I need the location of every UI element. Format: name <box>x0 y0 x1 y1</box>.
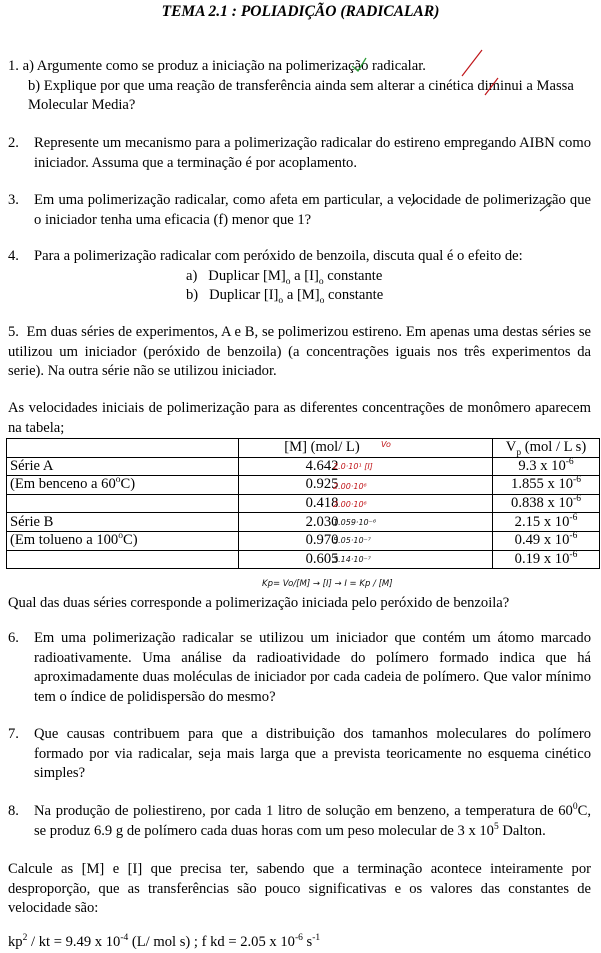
table-row: (Em benceno a 60$^o$C) 0.925 1.855 x $10^{-6}$ <box>7 476 600 495</box>
question-3: 3. Em uma polimerização radicalar, como afeta em particular, a velocidade de polimerização que o iniciador tenha uma eficacia (f) menor que 1? <box>8 192 591 228</box>
table-row: Série B 2.030 2.15 x $10^{-6}$ <box>7 513 600 532</box>
handwritten-note: 2.00·10⁶ <box>333 482 367 491</box>
question-4: 4. Para a polimerização radicalar com peróxido de benzoila, discuta qual é o efeito de: a) Duplicar $[M]_o$ a $[I]_o$ constante b) Duplicar $[I]_o$ a $[M]_o$ constante <box>8 247 591 306</box>
table-header-row <box>7 439 600 458</box>
rate-constants-formula: $kp^2$ / kt = 9.49 x $10^{-4}$ (L/ mol s) ; f kd = 2.05 x $10^{-6}$ $s^{-1}$ <box>8 933 321 950</box>
velocity-table <box>6 438 600 569</box>
question-1 <box>8 57 591 116</box>
question-5-intro: As velocidades iniciais de polimerização para as diferentes concentrações de monômero aparecem na tabela; <box>8 400 591 436</box>
page-title: TEMA 2.1 : POLIADIÇÃO (RADICALAR) <box>161 3 440 20</box>
question-8-instructions: Calcule as [M] e [I] que precisa ter, sabendo que a terminação acontece inteiramente por desproporção, que as transferências são pouco significativas e os valores das constantes de velocidade são: <box>8 861 591 916</box>
table-header-vp: $V_p$ (mol / L s) <box>493 439 600 458</box>
question-2: 2. Represente um mecanismo para a polimerização radicalar do estireno empregando AIBN como iniciador. Assuma que a terminação é por acoplamento. <box>8 135 591 171</box>
question-4-option-b: b) Duplicar $[I]_o$ a $[M]_o$ constante <box>186 287 384 306</box>
handwritten-header-note: Vo <box>381 440 391 449</box>
handwritten-note: 2.0·10¹ [I] <box>333 462 373 471</box>
table-row: (Em tolueno a 100$^o$C) 0.970 0.49 x $10^{-6}$ <box>7 531 600 550</box>
question-5-question: Qual das duas séries corresponde a polimerização iniciada pelo peróxido de benzoila? <box>8 595 510 611</box>
handwritten-note: 1.059·10⁻⁶ <box>333 518 377 527</box>
question-1a: 1. a) Argumente como se produz a iniciação na polimerização radicalar. <box>8 58 426 74</box>
question-7: 7. Que causas contribuem para que a distribuição dos tamanhos moleculares do polímero formado por via radicalar, seja mais larga que a prevista teoricamente no esquema cinético simples? <box>8 726 591 781</box>
table-header-m: [M] (mol/ L) <box>239 439 493 458</box>
handwritten-note: 2.00·10⁶ <box>333 500 367 509</box>
question-6: 6. Em uma polimerização radicalar se utilizou um iniciador que contém um átomo marcado radioativamente. Uma análise da radioatividade do polímero formado indica que há aproximadamente duas moléculas de iniciador por cada cadeia de polímero. Que valor mínimo tem o índice de polidispersão do mesmo? <box>8 630 591 705</box>
question-4-option-a: a) Duplicar $[M]_o$ a $[I]_o$ constante <box>186 267 383 287</box>
handwritten-note: 3.14·10⁻⁷ <box>333 555 371 564</box>
table-row: 0.418 0.838 x $10^{-6}$ <box>7 494 600 513</box>
question-1b: b) Explique por que uma reação de transferência ainda sem alterar a cinética diminui a Massa Molecular Media? <box>28 77 574 113</box>
table-row: 0.605 0.19 x $10^{-6}$ <box>7 550 600 569</box>
question-8: 8. Na produção de poliestireno, por cada 1 litro de solução em benzeno, a temperatura de $60^0C$, se produz 6.9 g de polímero cada duas horas com um peso molecular de 3 x $10^5$ Dalton. <box>8 802 591 839</box>
handwritten-note: 5.05·10⁻⁷ <box>333 536 371 545</box>
table-row: Série A 4.642 9.3 x $10^{-6}$ <box>7 457 600 476</box>
question-5: 5. Em duas séries de experimentos, A e B, se polimerizou estireno. Em apenas uma destas séries se utilizou um iniciador (peróxido de benzoila) (a concentrações iguais nos três experimentos da serie). Na outra série não se utilizou iniciador. <box>8 324 591 379</box>
handwritten-formula: Kp= Vo/[M] → [I] → I = Kp / [M] <box>262 579 393 589</box>
